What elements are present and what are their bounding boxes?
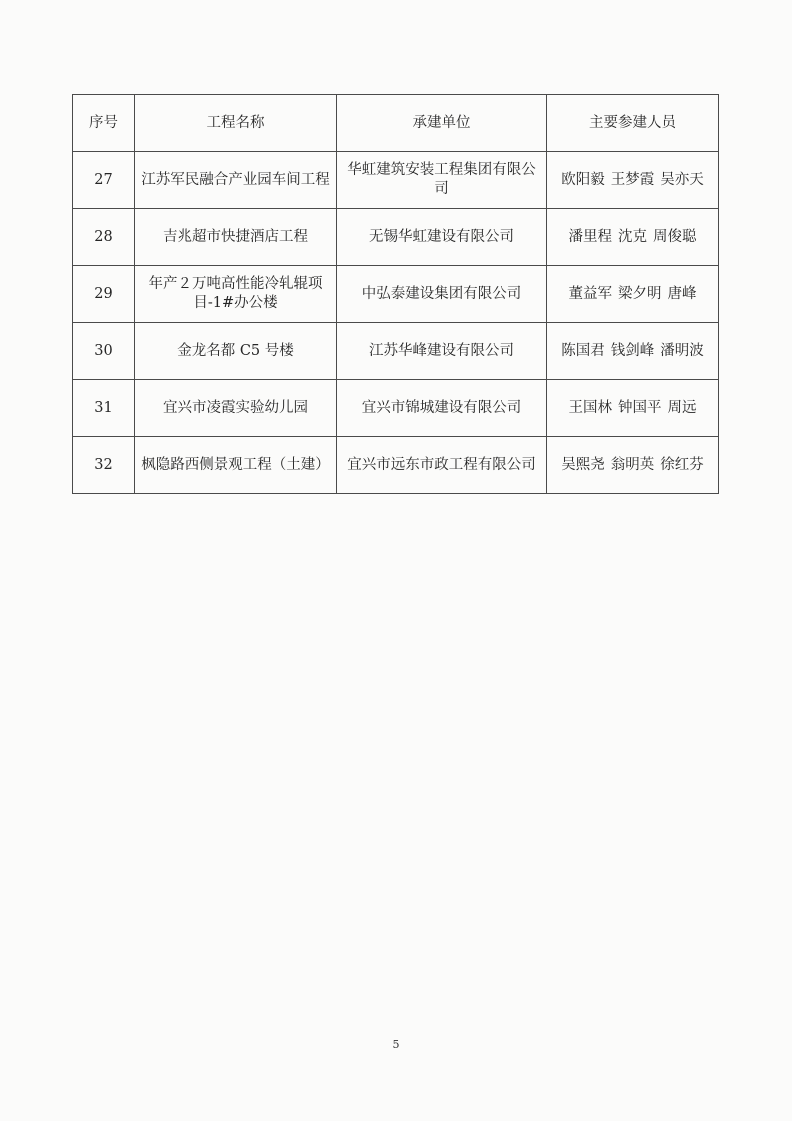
header-contractor: 承建单位 (337, 95, 547, 152)
table-row (73, 209, 719, 266)
cell-participants (547, 323, 719, 380)
cell-serial-number: 29 (73, 266, 135, 323)
cell-serial-number: 28 (73, 209, 135, 266)
table-row (73, 152, 719, 209)
cell-serial-number: 31 (73, 380, 135, 437)
participant-name: 唐峰 (667, 285, 697, 302)
participant-name: 陈国君 (561, 342, 605, 359)
cell-participants (547, 266, 719, 323)
table-row (73, 380, 719, 437)
participant-name: 沈克 (618, 228, 647, 245)
header-participants: 主要参建人员 (547, 95, 719, 152)
table-row (73, 437, 719, 494)
cell-project-name: 年产２万吨高性能冷轧辊项目-1#办公楼 (135, 266, 337, 323)
cell-project-name: 枫隐路西侧景观工程（土建） (135, 437, 337, 494)
header-serial-number: 序号 (73, 95, 135, 152)
cell-project-name: 宜兴市凌霞实验幼儿园 (135, 380, 337, 437)
cell-serial-number: 32 (73, 437, 135, 494)
cell-contractor: 无锡华虹建设有限公司 (337, 209, 547, 266)
participant-name: 王国林 (568, 399, 612, 416)
participant-name: 周远 (667, 399, 697, 416)
cell-contractor: 宜兴市锦城建设有限公司 (337, 380, 547, 437)
cell-participants (547, 152, 719, 209)
participant-name: 周俊聪 (653, 228, 697, 245)
cell-project-name: 金龙名都 C5 号楼 (135, 323, 337, 380)
cell-project-name: 吉兆超市快捷酒店工程 (135, 209, 337, 266)
cell-contractor: 江苏华峰建设有限公司 (337, 323, 547, 380)
participant-name: 钱剑峰 (610, 342, 655, 359)
participant-name: 欧阳毅 (561, 171, 605, 188)
table-header-row (73, 95, 719, 152)
cell-participants (547, 380, 719, 437)
award-table-container (72, 94, 718, 494)
participant-name: 潘明波 (660, 342, 704, 359)
cell-serial-number: 30 (73, 323, 135, 380)
cell-contractor: 宜兴市远东市政工程有限公司 (337, 437, 547, 494)
cell-contractor: 中弘泰建设集团有限公司 (337, 266, 547, 323)
participant-name: 吴熙尧 (561, 456, 605, 473)
participant-name: 潘里程 (568, 228, 612, 245)
participant-name: 翁明英 (610, 456, 655, 473)
participant-name: 徐红芬 (660, 456, 704, 473)
table-row (73, 266, 719, 323)
table-row (73, 323, 719, 380)
cell-serial-number: 27 (73, 152, 135, 209)
cell-project-name: 江苏军民融合产业园车间工程 (135, 152, 337, 209)
participant-name: 吴亦天 (660, 171, 704, 188)
participant-name: 钟国平 (618, 399, 662, 416)
participant-name: 梁夕明 (618, 285, 662, 302)
cell-contractor: 华虹建筑安装工程集团有限公司 (337, 152, 547, 209)
cell-participants (547, 437, 719, 494)
header-project-name: 工程名称 (135, 95, 337, 152)
page-number: 5 (392, 1038, 400, 1051)
participant-name: 董益军 (568, 285, 612, 302)
award-projects-table (72, 94, 719, 494)
participant-name: 王梦霞 (610, 171, 655, 188)
cell-participants (547, 209, 719, 266)
